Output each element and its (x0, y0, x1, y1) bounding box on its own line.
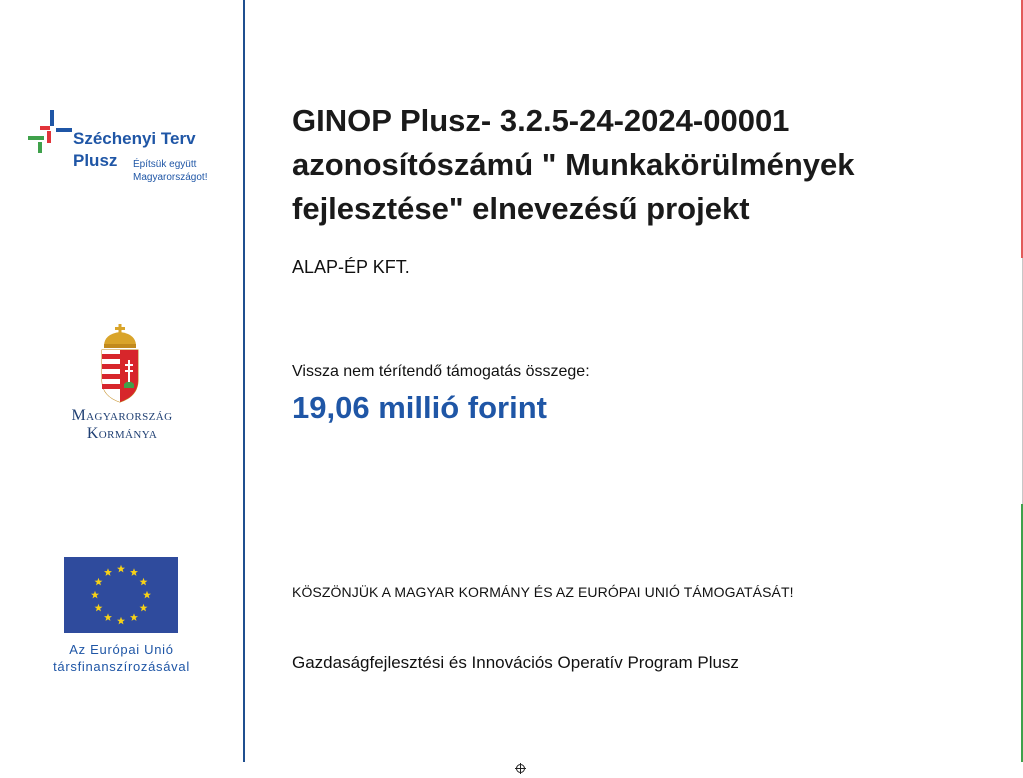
szechenyi-tagline (133, 158, 219, 184)
project-title: GINOP Plusz- 3.2.5-24-2024-00001 azonosítószámú " Munkakörülmények fejlesztése" elnevezésű projekt (292, 103, 855, 226)
government-name-line1: Magyarország (71, 407, 173, 424)
eu-star-icon (140, 578, 148, 586)
eu-stars (64, 557, 178, 633)
eu-star-icon (94, 604, 102, 612)
eu-star-icon (140, 604, 148, 612)
eu-star-icon (143, 591, 151, 599)
szechenyi-tagline-line2: Magyarországot! (133, 172, 208, 183)
eu-star-icon (117, 617, 125, 625)
move-cursor-icon (515, 763, 526, 774)
coat-of-arms-icon (96, 324, 144, 404)
thanks-text: KÖSZÖNJÜK A MAGYAR KORMÁNY ÉS AZ EURÓPAI UNIÓ TÁMOGATÁSÁT! (292, 584, 794, 600)
eu-caption-line2: társfinanszírozásával (53, 659, 190, 674)
program-name: Gazdaságfejlesztési és Innovációs Operatív Program Plusz (292, 653, 739, 672)
eu-caption (34, 641, 209, 675)
eu-star-icon (94, 578, 102, 586)
eu-flag-icon (64, 557, 178, 633)
eu-star-icon (104, 613, 112, 621)
eu-star-icon (117, 565, 125, 573)
government-name-line2: Kormánya (86, 425, 158, 442)
eu-caption-line1: Az Európai Unió (69, 642, 174, 657)
szechenyi-terv-logo (26, 108, 226, 188)
szechenyi-tagline-line1: Építsük együtt (133, 159, 197, 170)
eu-star-icon (130, 613, 138, 621)
grant-label: Vissza nem térítendő támogatás összege: (292, 363, 590, 380)
szechenyi-brand-line1: Széchenyi Terv (73, 129, 196, 148)
government-name (42, 407, 202, 443)
szechenyi-brand-line2: Plusz (73, 151, 118, 170)
eu-star-icon (104, 568, 112, 576)
eu-star-icon (91, 591, 99, 599)
grant-amount: 19,06 millió forint (292, 390, 547, 425)
szechenyi-cross-icon (26, 108, 72, 154)
vertical-divider (243, 0, 245, 762)
eu-star-icon (130, 568, 138, 576)
company-name: ALAP-ÉP KFT. (292, 257, 410, 277)
